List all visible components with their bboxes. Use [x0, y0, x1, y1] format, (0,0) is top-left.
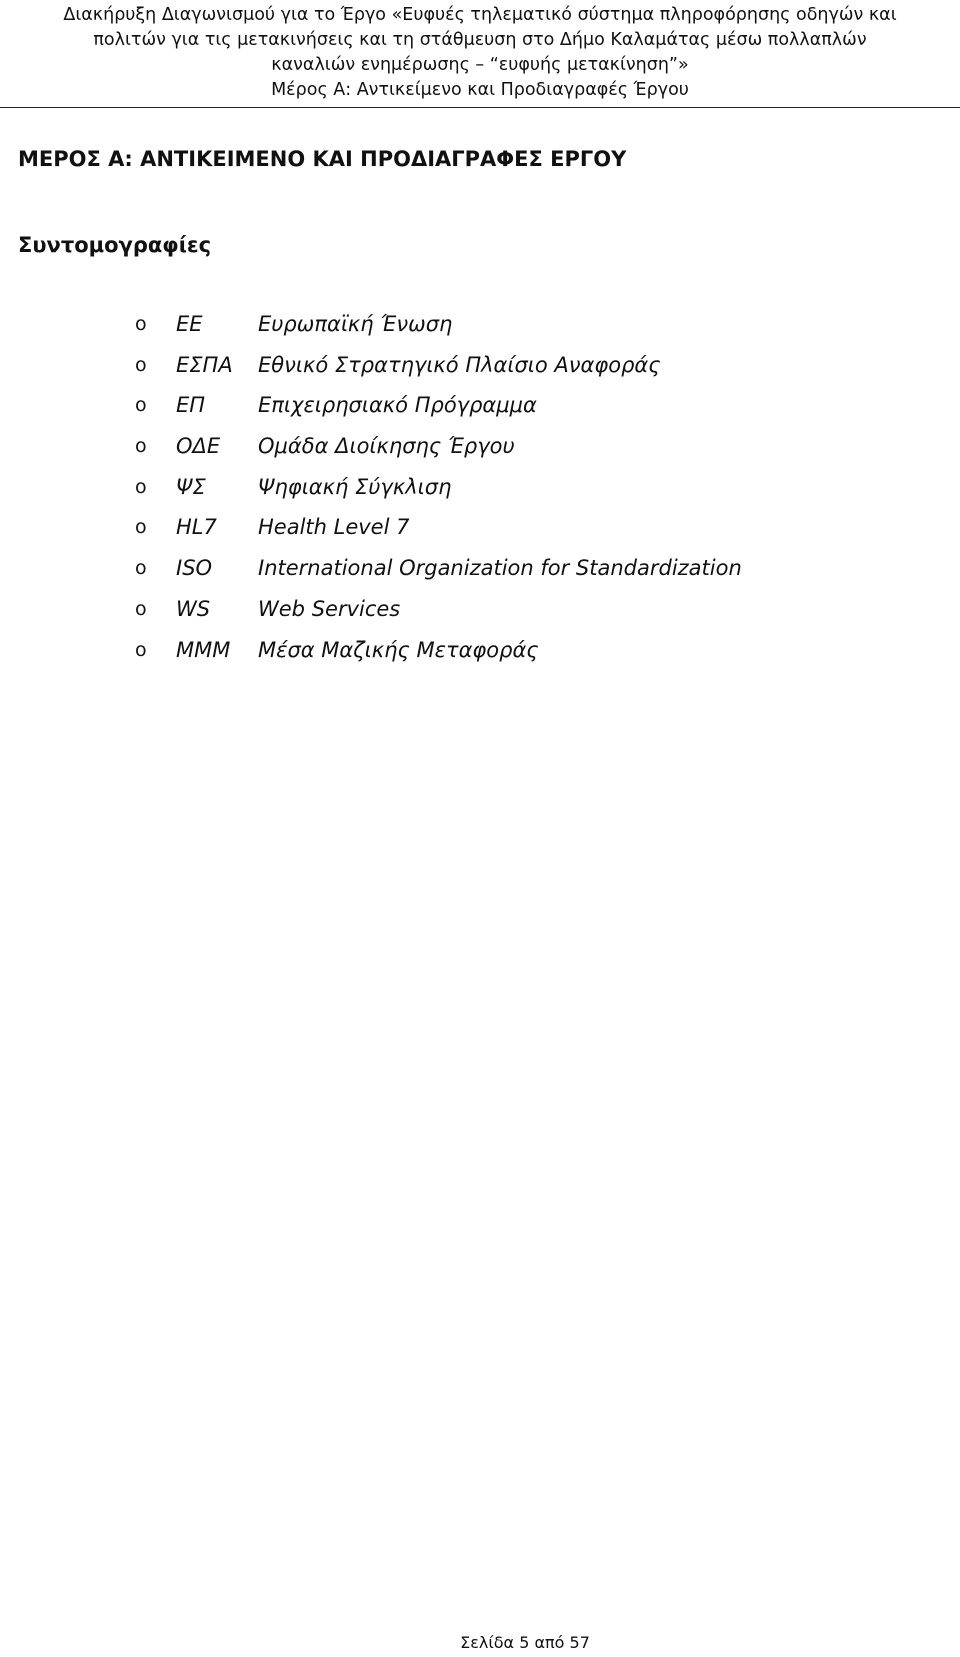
abbreviation-meaning: Εθνικό Στρατηγικό Πλαίσιο Αναφοράς [258, 352, 661, 377]
bullet-marker: o [135, 475, 147, 498]
abbreviations-list [0, 310, 960, 676]
abbreviation: ΕΣΠΑ [176, 352, 233, 377]
bullet-marker: o [135, 394, 147, 417]
abbreviation-meaning: Ομάδα Διοίκησης Έργου [258, 434, 515, 459]
section-title: ΜΕΡΟΣ Α: ΑΝΤΙΚΕΙΜΕΝΟ ΚΑΙ ΠΡΟΔΙΑΓΡΑΦΕΣ ΕΡΓΟΥ [18, 147, 627, 171]
list-item [0, 636, 960, 677]
list-item [0, 351, 960, 392]
abbreviation-meaning: Ευρωπαϊκή Ένωση [258, 312, 453, 336]
list-item [0, 432, 960, 473]
list-item [0, 310, 960, 351]
abbreviation-meaning: Health Level 7 [258, 515, 410, 540]
page-footer [0, 1632, 960, 1654]
bullet-marker: o [135, 516, 147, 539]
bullet-marker: o [135, 353, 147, 376]
bullet-marker: o [135, 313, 147, 335]
abbreviation: ΜΜΜ [176, 637, 231, 662]
abbreviation-meaning: International Organization for Standardization [258, 556, 742, 581]
abbreviation: WS [176, 596, 211, 621]
bullet-marker: o [135, 435, 147, 458]
abbreviation-meaning: Web Services [258, 596, 401, 621]
page-header [0, 0, 960, 108]
abbreviation: HL7 [176, 515, 217, 540]
abbreviation: ΨΣ [176, 474, 206, 499]
bullet-marker: o [135, 597, 147, 620]
abbreviation-meaning: Επιχειρησιακό Πρόγραμμα [258, 393, 537, 418]
abbreviation: ΟΔΕ [176, 434, 221, 459]
abbreviations-heading: Συντομογραφίες [18, 233, 212, 257]
list-item [0, 595, 960, 636]
abbreviation: ΕΠ [176, 393, 206, 418]
header-line-2: πολιτών για τις μετακινήσεις και τη στάθμευση στο Δήμο Καλαμάτας μέσω πολλαπλών [93, 30, 867, 50]
bullet-marker: o [135, 638, 147, 661]
abbreviation: ISO [176, 556, 213, 581]
list-item [0, 513, 960, 554]
bullet-marker: o [135, 557, 147, 580]
header-line-3: καναλιών ενημέρωσης – “ευφυής μετακίνηση”» [271, 55, 689, 75]
list-item [0, 554, 960, 595]
header-line-1: Διακήρυξη Διαγωνισμού για το Έργο «Ευφυές τηλεματικό σύστημα πληροφόρησης οδηγών και [63, 5, 897, 25]
abbreviation-meaning: Μέσα Μαζικής Μεταφοράς [258, 637, 539, 662]
header-line-4: Μέρος Α: Αντικείμενο και Προδιαγραφές Έργου [271, 80, 689, 100]
list-item [0, 473, 960, 514]
page-number: Σελίδα 5 από 57 [460, 1633, 590, 1652]
abbreviation-meaning: Ψηφιακή Σύγκλιση [258, 474, 452, 499]
abbreviation: ΕΕ [176, 312, 203, 336]
list-item [0, 391, 960, 432]
